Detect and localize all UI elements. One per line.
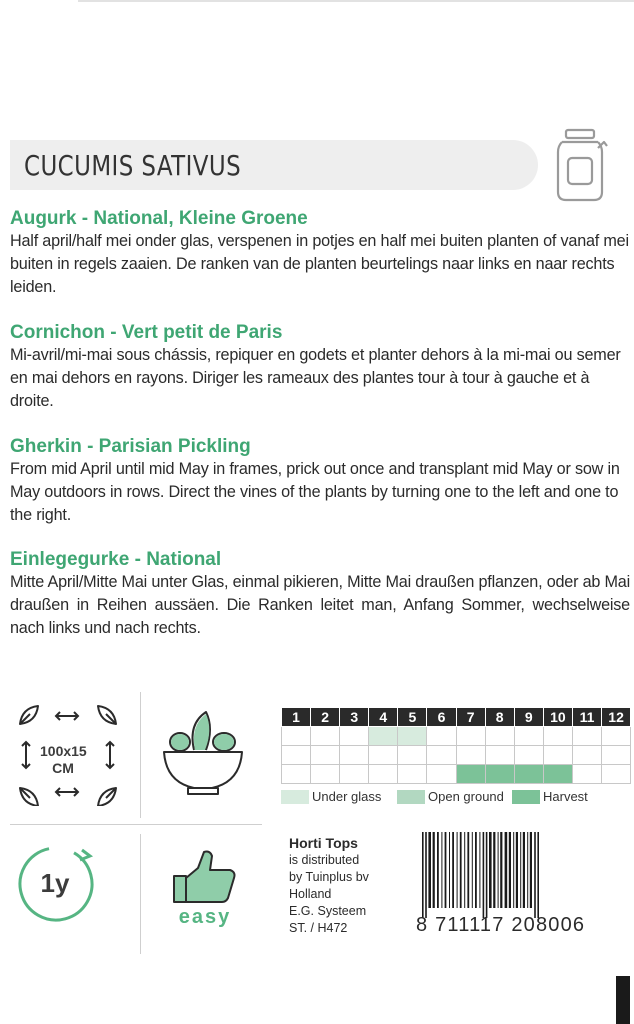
month-header: 8 xyxy=(485,708,514,727)
open-ground-cell xyxy=(572,746,601,765)
barcode-number: 8 711117 208006 xyxy=(416,914,586,936)
legend-label-under-glass: Under glass xyxy=(312,789,382,804)
barcode-bar xyxy=(509,832,511,908)
harvest-cell xyxy=(572,765,601,784)
under-glass-cell xyxy=(602,727,631,746)
barcode xyxy=(418,832,624,918)
month-header: 5 xyxy=(398,708,427,727)
barcode-bar xyxy=(433,832,435,908)
harvest-cell xyxy=(456,765,485,784)
under-glass-cell xyxy=(311,727,340,746)
barcode-bar xyxy=(523,832,525,908)
barcode-bar xyxy=(457,832,458,908)
barcode-bar xyxy=(486,832,488,918)
distributor-line: E.G. Systeem xyxy=(289,904,367,918)
open-ground-cell xyxy=(427,746,456,765)
barcode-bar xyxy=(464,832,465,908)
open-ground-cell xyxy=(543,746,572,765)
month-header: 2 xyxy=(311,708,340,727)
open-ground-cell xyxy=(456,746,485,765)
jar-icon xyxy=(548,126,612,206)
month-header: 1 xyxy=(282,708,311,727)
under-glass-cell xyxy=(485,727,514,746)
barcode-bar xyxy=(513,832,514,908)
barcode-bar xyxy=(472,832,473,908)
barcode-bar xyxy=(527,832,528,908)
barcode-bar xyxy=(467,832,469,908)
legend-swatch-open-ground xyxy=(397,790,425,804)
harvest-cell xyxy=(514,765,543,784)
barcode-bar xyxy=(449,832,450,908)
open-ground-cell xyxy=(514,746,543,765)
barcode-bar xyxy=(516,832,518,908)
barcode-bar xyxy=(520,832,521,908)
harvest-cell xyxy=(485,765,514,784)
under-glass-cell xyxy=(369,727,398,746)
harvest-cell xyxy=(340,765,369,784)
under-glass-cell xyxy=(427,727,456,746)
barcode-bar xyxy=(479,832,480,908)
sowing-calendar xyxy=(281,707,631,784)
distributor-line: Holland xyxy=(289,887,332,901)
under-glass-cell xyxy=(398,727,427,746)
harvest-cell xyxy=(602,765,631,784)
open-ground-cell xyxy=(340,746,369,765)
barcode-bar xyxy=(428,832,431,908)
top-divider xyxy=(78,0,634,2)
barcode-bar xyxy=(493,832,495,908)
barcode-bar xyxy=(498,832,499,908)
legend-swatch-harvest xyxy=(512,790,540,804)
under-glass-cell xyxy=(456,727,485,746)
open-ground-cell xyxy=(398,746,427,765)
barcode-bar xyxy=(530,832,532,908)
entry-french xyxy=(10,321,630,413)
month-header: 4 xyxy=(369,708,398,727)
entry-text: Mi-avril/mi-mai sous chássis, repiquer en godets et planter dehors à la mi-mai ou semer en mai dehors en rayons. Diriger les rameaux des plantes tour à tour à gauche et à droite. xyxy=(10,346,621,410)
barcode-bar xyxy=(489,832,492,908)
barcode-bar xyxy=(422,832,424,918)
harvest-cell xyxy=(427,765,456,784)
under-glass-cell xyxy=(282,727,311,746)
barcode-bar xyxy=(425,832,427,918)
entry-title: Einlegegurke - National xyxy=(10,549,222,570)
entry-dutch xyxy=(10,207,630,299)
harvest-cell xyxy=(398,765,427,784)
legend-label-harvest: Harvest xyxy=(543,789,588,804)
entry-text: Half april/half mei onder glas, verspenen in potjes en half mei buiten planten of vanaf mei buiten in regels zaaien. De ranken van de planten beurtelings naar links en naar rechts leiden. xyxy=(10,232,629,296)
latin-name: CUCUMIS SATIVUS xyxy=(24,149,242,182)
legend-label-open-ground: Open ground xyxy=(428,789,504,804)
distributor-line: ST. / H472 xyxy=(289,921,348,935)
barcode-bar xyxy=(500,832,502,908)
barcode-bar xyxy=(505,832,508,908)
entry-title: Gherkin - Parisian Pickling xyxy=(10,436,251,457)
month-header: 6 xyxy=(427,708,456,727)
entry-german xyxy=(10,548,630,640)
harvest-cell xyxy=(369,765,398,784)
entry-text: Mitte April/Mitte Mai unter Glas, einmal pikieren, Mitte Mai draußen pflanzen, oder ab Mai draußen in Reihen aussäen. Die Ranken leitet man, Anfang Sommer, wechselweise nach links und nach rechts. xyxy=(10,573,630,637)
plant-spacing-label: 100x15 CM xyxy=(40,743,87,776)
barcode-bar xyxy=(537,832,539,918)
entry-english xyxy=(10,435,630,527)
barcode-bar xyxy=(441,832,442,908)
thumbs-up-icon xyxy=(172,848,238,904)
open-ground-cell xyxy=(282,746,311,765)
distributor-line: is distributed xyxy=(289,853,360,867)
entry-title: Augurk - National, Kleine Groene xyxy=(10,208,308,229)
barcode-bar xyxy=(452,832,454,908)
open-ground-cell xyxy=(369,746,398,765)
entry-text: From mid April until mid May in frames, prick out once and transplant mid May or sow in May outdoors in rows. Direct the vines of the plants by turning one to the left and one to the right. xyxy=(10,460,620,524)
month-header: 3 xyxy=(340,708,369,727)
month-header: 11 xyxy=(572,708,601,727)
month-header: 12 xyxy=(602,708,631,727)
open-ground-cell xyxy=(602,746,631,765)
open-ground-cell xyxy=(485,746,514,765)
corner-mark xyxy=(616,976,630,1024)
barcode-bar xyxy=(483,832,485,918)
under-glass-cell xyxy=(514,727,543,746)
month-header: 10 xyxy=(543,708,572,727)
barcode-bar xyxy=(460,832,462,908)
latin-name-band xyxy=(10,140,538,190)
under-glass-cell xyxy=(340,727,369,746)
legend-swatch-under-glass xyxy=(281,790,309,804)
under-glass-cell xyxy=(543,727,572,746)
barcode-bar xyxy=(437,832,439,908)
barcode-bar xyxy=(475,832,477,908)
harvest-cell xyxy=(311,765,340,784)
barcode-bar xyxy=(445,832,447,908)
harvest-cell xyxy=(543,765,572,784)
under-glass-cell xyxy=(572,727,601,746)
month-header: 7 xyxy=(456,708,485,727)
annual-label: 1y xyxy=(40,868,70,898)
open-ground-cell xyxy=(311,746,340,765)
brand-name: Horti Tops xyxy=(289,835,358,851)
difficulty-label: easy xyxy=(178,906,232,928)
harvest-cell xyxy=(282,765,311,784)
salad-bowl-icon xyxy=(158,706,248,802)
distributor-line: by Tuinplus bv xyxy=(289,870,369,884)
distributor-info xyxy=(289,834,369,937)
calendar-legend xyxy=(281,789,621,805)
entry-title: Cornichon - Vert petit de Paris xyxy=(10,322,283,343)
barcode-bar xyxy=(534,832,536,918)
month-header: 9 xyxy=(514,708,543,727)
